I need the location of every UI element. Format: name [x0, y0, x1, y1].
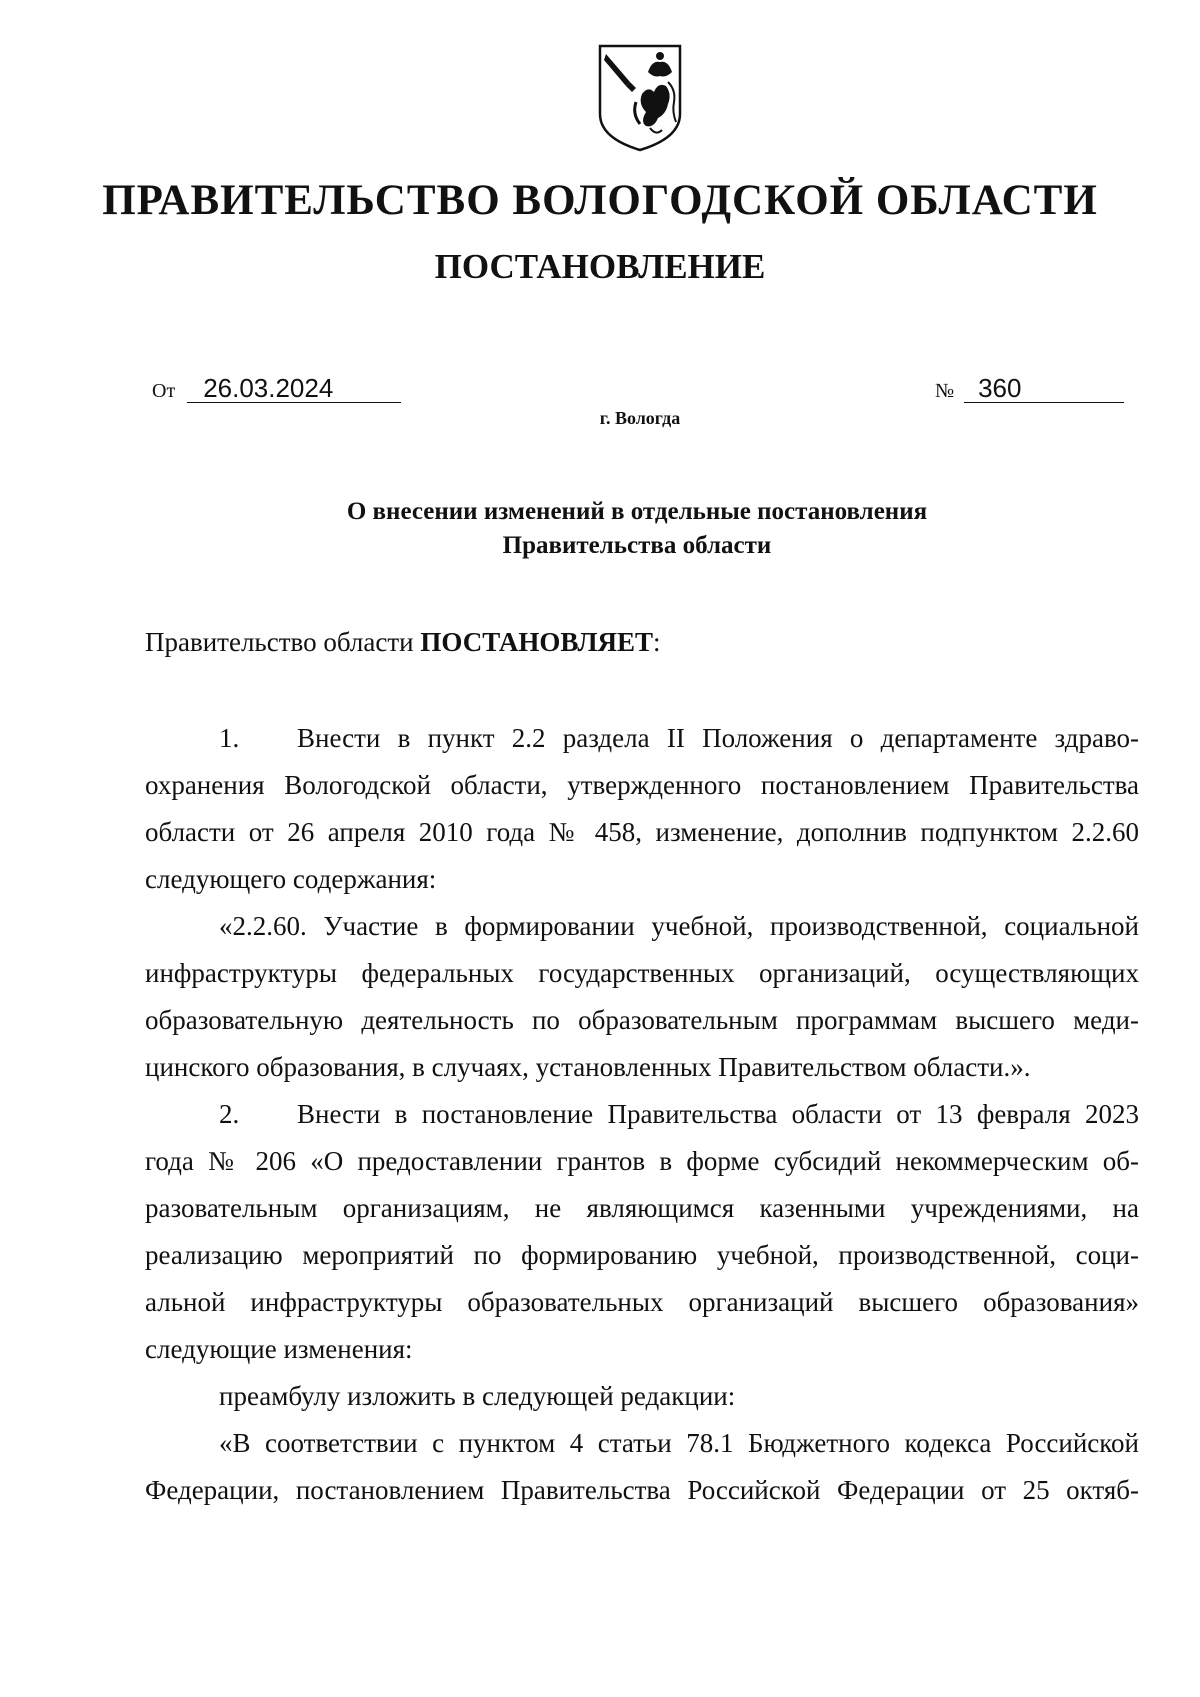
coat-of-arms-icon — [596, 42, 684, 154]
date-field — [152, 374, 401, 403]
government-title: ПРАВИТЕЛЬСТВО ВОЛОГОДСКОЙ ОБЛАСТИ — [102, 177, 1098, 224]
paragraph-line: разовательным организациям, не являющимся казенными учреждениями, на — [145, 1193, 1139, 1223]
number-field — [935, 374, 1124, 403]
decree-suffix: : — [652, 627, 661, 657]
decree-statement — [145, 627, 661, 658]
item-number: 1. — [219, 723, 240, 753]
paragraph-line: следующего содержания: — [145, 864, 437, 894]
document-subject — [0, 495, 1200, 563]
date-value: 26.03.2024 — [187, 374, 401, 403]
paragraph-text: Внести в постановление Правительства области от 13 февраля 2023 — [297, 1099, 1139, 1129]
paragraph-line: области от 26 апреля 2010 года № 458, изменение, дополнив подпунктом 2.2.60 — [145, 817, 1139, 847]
date-prefix: От — [152, 380, 176, 402]
paragraph-line: охранения Вологодской области, утвержденного постановлением Правительства — [145, 770, 1139, 800]
paragraph-text: Внести в пункт 2.2 раздела II Положения о департаменте здраво- — [297, 723, 1139, 753]
subject-line: О внесении изменений в отдельные постановления — [346, 498, 928, 525]
number-prefix: № — [935, 380, 955, 402]
number-value: 360 — [964, 374, 1124, 403]
paragraph-line: инфраструктуры федеральных государственных организаций, осуществляющих — [145, 958, 1139, 988]
paragraph-line: Федерации, постановлением Правительства Российской Федерации от 25 октяб- — [145, 1475, 1139, 1505]
paragraph-line: цинского образования, в случаях, установленных Правительством области.». — [145, 1052, 1031, 1082]
city-label: г. Вологда — [599, 408, 681, 428]
paragraph-line: следующие изменения: — [145, 1334, 413, 1364]
paragraph-line — [145, 715, 1139, 762]
document-body — [145, 715, 1139, 1514]
subject-line: Правительства области — [502, 532, 772, 559]
paragraph-line: альной инфраструктуры образовательных организаций высшего образования» — [145, 1287, 1139, 1317]
paragraph-line: года № 206 «О предоставлении грантов в форме субсидий некоммерческим об- — [145, 1146, 1139, 1176]
paragraph-line — [145, 1091, 1139, 1138]
item-number: 2. — [219, 1099, 240, 1129]
paragraph-line: «В соответствии с пунктом 4 статьи 78.1 Бюджетного кодекса Российской — [219, 1428, 1139, 1458]
decree-verb: ПОСТАНОВЛЯЕТ — [420, 627, 653, 657]
paragraph-line: образовательную деятельность по образовательным программам высшего меди- — [145, 1005, 1139, 1035]
paragraph-line: «2.2.60. Участие в формировании учебной, производственной, социальной — [219, 911, 1139, 941]
paragraph-line: реализацию мероприятий по формированию учебной, производственной, соци- — [145, 1240, 1139, 1270]
paragraph-line: преамбулу изложить в следующей редакции: — [219, 1381, 736, 1411]
decree-prefix: Правительство области — [145, 627, 421, 657]
document-type-heading: ПОСТАНОВЛЕНИЕ — [434, 247, 766, 286]
